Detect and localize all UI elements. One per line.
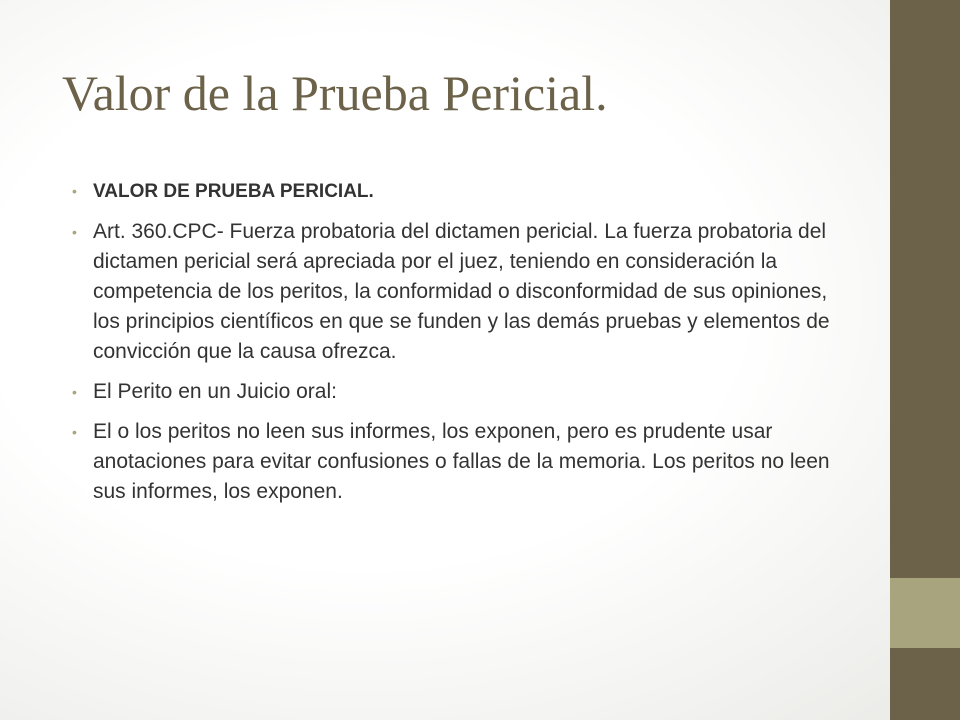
bullet-text: Art. 360.CPC- Fuerza probatoria del dictamen pericial. La fuerza probatoria del dictamen pericial será apreciada por el juez, teniendo en consideración la competencia de los peritos, la conformidad o disconformidad de sus opiniones, los principios científicos en que se funden y las demás pruebas y elementos de convicción que la causa ofrezca.: [93, 220, 830, 363]
bullet-icon: •: [72, 183, 77, 199]
bullet-item: [72, 176, 852, 207]
decorative-sidebar-accent: [890, 578, 960, 648]
slide-title: Valor de la Prueba Pericial.: [62, 65, 608, 121]
bullet-text: VALOR DE PRUEBA PERICIAL.: [93, 181, 374, 202]
bullet-icon: •: [72, 224, 77, 240]
bullet-list: [72, 176, 852, 517]
bullet-text: El o los peritos no leen sus informes, los exponen, pero es prudente usar anotaciones para evitar confusiones o fallas de la memoria. Los peritos no leen sus informes, los exponen.: [93, 420, 830, 503]
bullet-text: El Perito en un Juicio oral:: [93, 380, 337, 403]
bullet-icon: •: [72, 384, 77, 400]
bullet-item: [72, 417, 852, 507]
bullet-item: [72, 217, 852, 367]
bullet-item: [72, 377, 852, 407]
bullet-icon: •: [72, 424, 77, 440]
